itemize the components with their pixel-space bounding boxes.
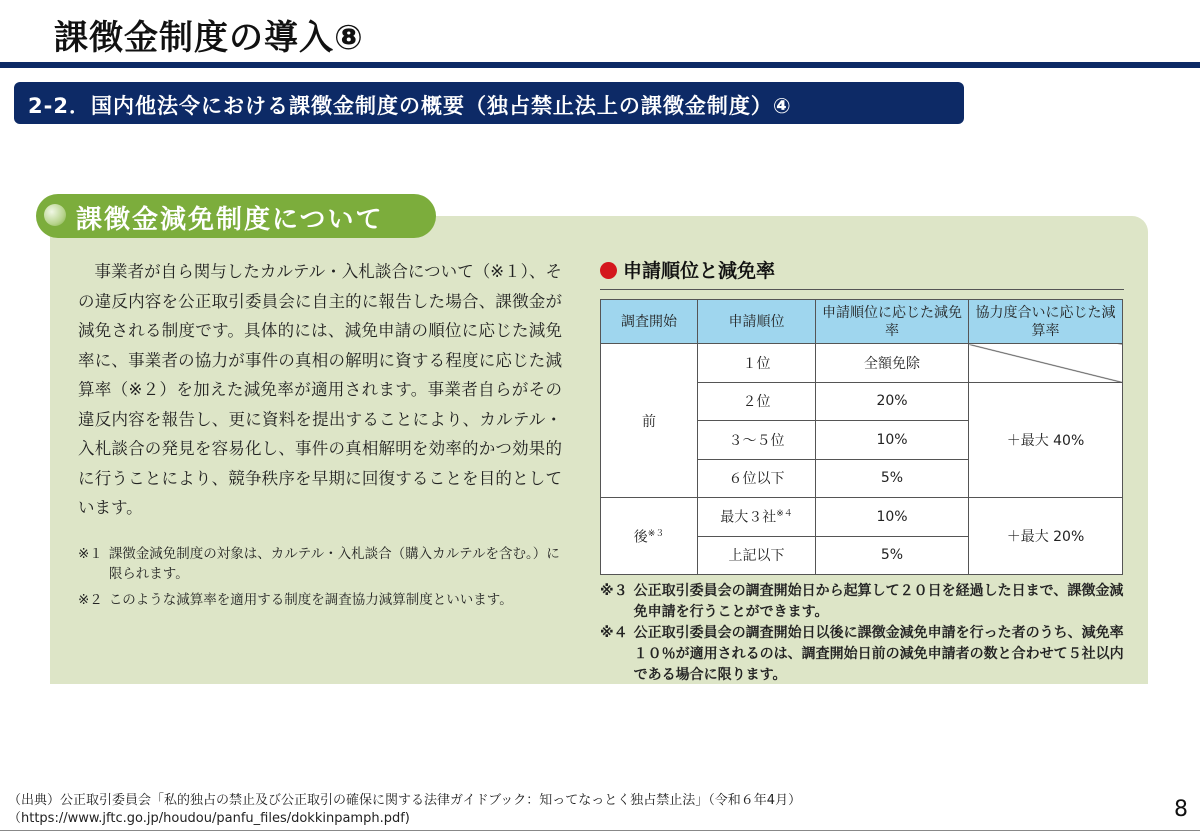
- table-row: [601, 344, 1123, 383]
- note-text: 公正取引委員会の調査開始日から起算して２０日を経過した日まで、課徴金減免申請を行うことができます。: [633, 583, 1124, 620]
- rank-cell: ２位: [698, 382, 816, 421]
- slide-title: 課徴金制度の導入⑧: [54, 18, 364, 58]
- header-cell: 申請順位: [698, 300, 816, 344]
- note-item: [78, 544, 568, 584]
- note-item: [600, 623, 1128, 686]
- cooperation-after-cell: ＋最大 20%: [969, 498, 1123, 575]
- note-text: 公正取引委員会の調査開始日以後に課徴金減免申請を行った者のうち、減免率１０％が適用されるのは、調査開始日前の減免申請者の数と合わせて５社以内である場合に限ります。: [633, 625, 1124, 683]
- rate-cell: 10%: [816, 421, 969, 460]
- panel-heading-pill: [36, 194, 436, 238]
- table-header-row: [601, 300, 1123, 344]
- timing-before-cell: 前: [601, 344, 698, 498]
- note-text: このような減算率を適用する制度を調査協力減算制度といいます。: [108, 592, 513, 608]
- header-cell: 協力度合いに応じた減算率: [969, 300, 1123, 344]
- timing-after-label: 後: [633, 529, 648, 546]
- rate-cell: 全額免除: [816, 344, 969, 383]
- header-cell: 申請順位に応じた減免率: [816, 300, 969, 344]
- table-heading-text: 申請順位と減免率: [623, 260, 776, 282]
- panel-heading: 課徴金減免制度について: [76, 205, 384, 235]
- rank-cell: [698, 498, 816, 537]
- page-number: 8: [1174, 797, 1188, 822]
- cooperation-before-cell: ＋最大 40%: [969, 382, 1123, 498]
- rate-cell: 5%: [816, 459, 969, 498]
- rank-cell: 上記以下: [698, 536, 816, 575]
- note-mark: ※４: [600, 625, 628, 641]
- rate-cell: 10%: [816, 498, 969, 537]
- table-notes: [600, 581, 1128, 686]
- note-mark: ※１: [78, 546, 103, 562]
- note-mark: ※３: [600, 583, 628, 599]
- note-item: [600, 581, 1128, 623]
- rank-cell: ６位以下: [698, 459, 816, 498]
- not-applicable-cell: [969, 344, 1123, 383]
- rate-table: [600, 299, 1123, 575]
- table-heading-rule: [600, 289, 1124, 290]
- footnote-ref: ※４: [776, 509, 793, 520]
- table-row: [601, 498, 1123, 537]
- note-text: 課徴金減免制度の対象は、カルテル・入札談合（購入カルテルを含む。）に限られます。: [108, 546, 560, 582]
- table-heading: [600, 256, 775, 283]
- footnote-ref: ※３: [647, 528, 665, 539]
- rank-label: 最大３社: [720, 510, 777, 527]
- source-citation: （出典）公正取引委員会「私的独占の禁止及び公正取引の確保に関する法律ガイドブック：知ってなっとく独占禁止法」（令和６年4月）（https://www.jftc.go.jp/houdou/panfu_files/dokkinpamph.pdf): [8, 793, 802, 826]
- rate-cell: 5%: [816, 536, 969, 575]
- bottom-divider: [0, 830, 1200, 831]
- panel-body-text: 事業者が自ら関与したカルテル・入札談合について（※１）、その違反内容を公正取引委員会に自主的に報告した場合、課徴金が減免される制度です。具体的には、減免申請の順位に応じた減免率に、事業者の協力が事件の真相の解明に資する程度に応じた減算率（※２）を加えた減免率が適用されます。事業者自らがその違反内容を報告し、更に資料を提出することにより、カルテル・入札談合の発見を容易化し、事件の真相解明を効率的かつ効果的に行うことにより、競争秩序を早期に回復することを目的としています。: [78, 262, 562, 517]
- timing-after-cell: [601, 498, 698, 575]
- rank-cell: １位: [698, 344, 816, 383]
- panel-body: [78, 257, 562, 523]
- red-bullet-icon: [600, 262, 617, 279]
- title-divider: [0, 62, 1200, 68]
- note-item: [78, 590, 568, 610]
- panel-notes: [78, 544, 568, 610]
- section-heading-bar: [14, 82, 964, 124]
- rank-cell: ３～５位: [698, 421, 816, 460]
- header-cell: 調査開始: [601, 300, 698, 344]
- note-mark: ※２: [78, 592, 103, 608]
- rate-cell: 20%: [816, 382, 969, 421]
- section-heading: 2-2．国内他法令における課徴金制度の概要（独占禁止法上の課徴金制度）④: [28, 94, 792, 118]
- bullet-dot-icon: [44, 204, 66, 226]
